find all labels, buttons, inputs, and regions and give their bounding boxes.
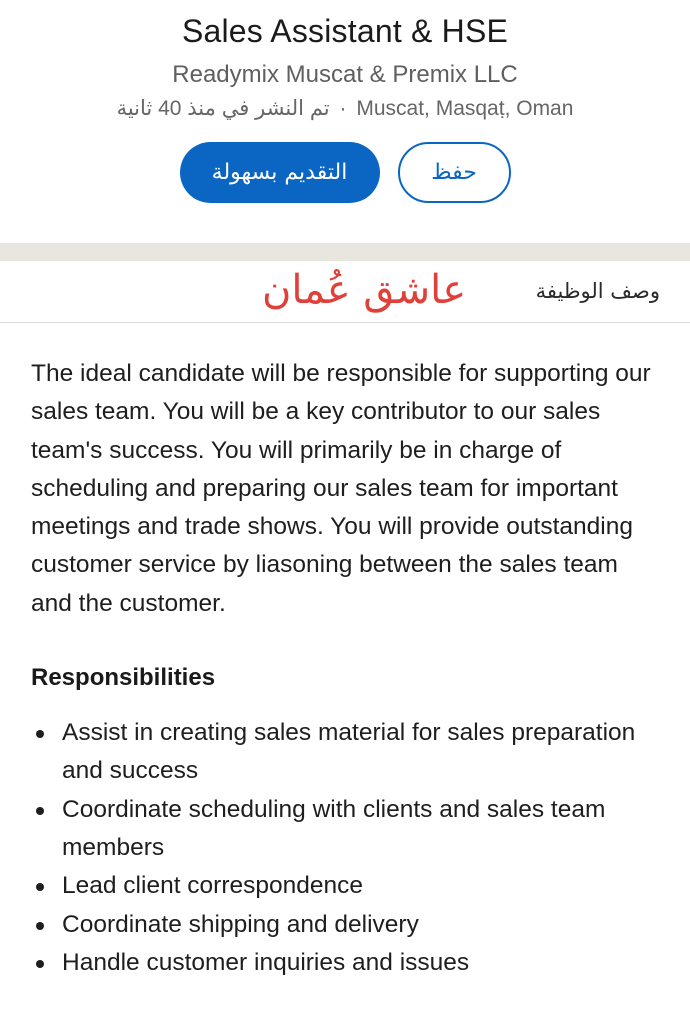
- bullet-icon: [36, 883, 44, 891]
- bullet-icon: [36, 730, 44, 738]
- list-item-text: Handle customer inquiries and issues: [62, 948, 470, 976]
- job-meta: [0, 94, 690, 124]
- job-location: Muscat, Masqaṭ, Oman: [356, 97, 574, 120]
- list-item-text: Coordinate scheduling with clients and sales team members: [62, 795, 606, 861]
- job-description-label: وصف الوظيفة: [535, 279, 660, 303]
- job-title: Sales Assistant & HSE: [181, 13, 509, 49]
- meta-separator: ·: [339, 97, 347, 120]
- easy-apply-button[interactable]: التقديم بسهولة: [180, 142, 380, 203]
- list-item: [31, 791, 660, 868]
- list-item: [31, 906, 660, 944]
- bullet-icon: [36, 807, 44, 815]
- bullet-icon: [36, 922, 44, 930]
- list-item: [31, 714, 660, 791]
- bullet-icon: [36, 960, 44, 968]
- watermark-text: عاشق عُمان: [262, 267, 467, 313]
- section-header: [0, 261, 690, 323]
- list-item-text: Lead client correspondence: [62, 872, 364, 900]
- posted-time: تم النشر في منذ 40 ثانية: [116, 97, 330, 120]
- job-header: [0, 0, 690, 243]
- list-item-text: Assist in creating sales material for sales preparation and success: [62, 719, 636, 785]
- company-name[interactable]: Readymix Muscat & Premix LLC: [172, 61, 518, 88]
- description-text: The ideal candidate will be responsible for supporting our sales team. You will be a key contributor to our sales team's success. You will primarily be in charge of scheduling and preparing our sales team for important meetings and trade shows. You will provide outstanding customer service by liasoning between the sales team and the customer.: [31, 360, 651, 617]
- responsibilities-heading: Responsibilities: [31, 664, 216, 692]
- list-item-text: Coordinate shipping and delivery: [62, 910, 419, 938]
- job-description-content: [0, 323, 690, 982]
- responsibilities-list: [31, 714, 660, 982]
- save-button[interactable]: حفظ: [398, 142, 511, 203]
- list-item: [31, 867, 660, 905]
- section-divider: [0, 243, 690, 261]
- list-item: [31, 944, 660, 982]
- action-buttons: [0, 142, 690, 203]
